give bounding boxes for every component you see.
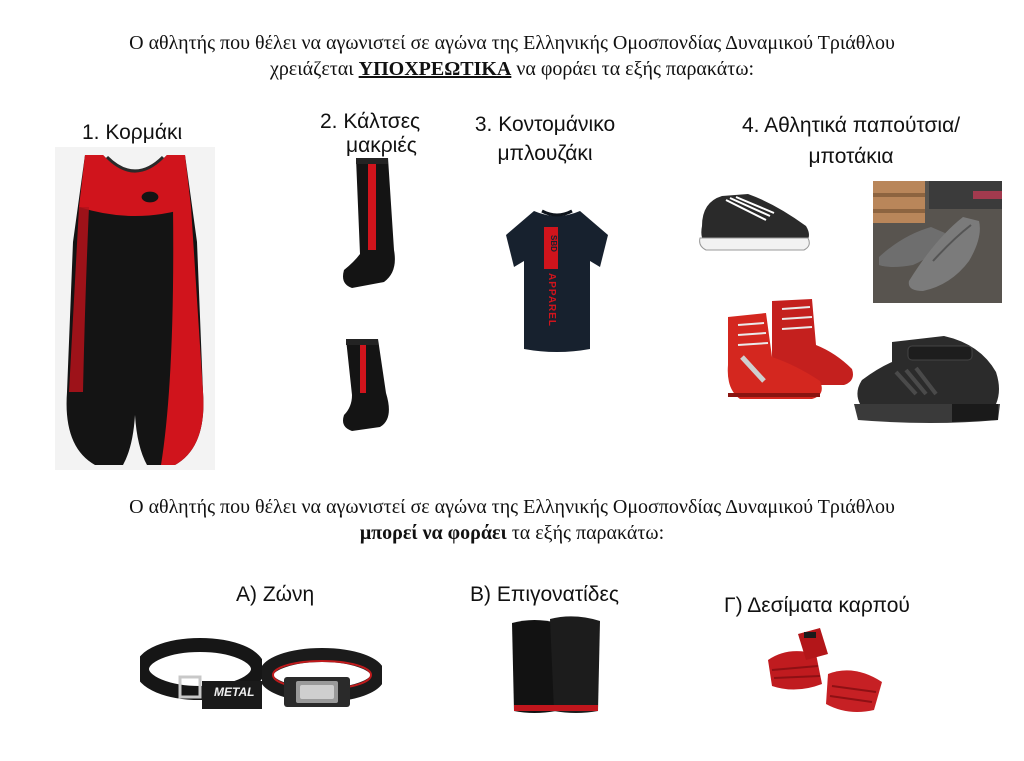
label-shirt: 3. Κοντομάνικο μπλουζάκι: [474, 113, 616, 165]
sneaker-image: [696, 186, 814, 256]
wrist-wraps-image: [758, 624, 888, 720]
label-wrist-wraps: Γ) Δεσίματα καρπού: [724, 594, 910, 617]
optional-emphasis: μπορεί να φοράει: [359, 522, 507, 544]
label-belt: Α) Ζώνη: [236, 583, 315, 606]
short-sock-image: [338, 335, 408, 435]
optional-intro: [0, 494, 1024, 546]
singlet-image: [55, 147, 215, 470]
flat-shoes-image: [873, 181, 1002, 303]
knee-sleeves-image: [506, 615, 604, 715]
label-singlet: 1. Κορμάκι: [82, 121, 183, 144]
tshirt-apparel-text: APPAREL: [546, 273, 557, 328]
mandatory-intro-line1: Ο αθλητής που θέλει να αγωνιστεί σε αγώνα της Ελληνικής Ομοσπονδίας Δυναμικού Τριάθλου: [129, 32, 895, 54]
label-knee-sleeves: Β) Επιγονατίδες: [470, 583, 619, 606]
mandatory-emphasis: ΥΠΟΧΡΕΩΤΙΚΑ: [358, 58, 512, 80]
tshirt-image: [502, 205, 612, 355]
lever-belt-image: [262, 647, 382, 711]
long-sock-image: [338, 158, 410, 294]
tshirt-logo-text: SBD: [549, 235, 558, 252]
label-shoes: 4. Αθλητικά παπούτσια/ μποτάκια: [741, 114, 961, 168]
optional-intro-line2: μπορεί να φοράει τα εξής παρακάτω:: [359, 522, 665, 544]
mandatory-intro-line2: χρειάζεται ΥΠΟΧΡΕΩΤΙΚΑ να φοράει τα εξής παρακάτω:: [269, 58, 755, 80]
wrestling-boots-image: [724, 295, 856, 405]
label-socks: 2. Κάλτσες μακριές: [320, 110, 421, 157]
metal-belt-image: [140, 637, 262, 711]
optional-intro-line1: Ο αθλητής που θέλει να αγωνιστεί σε αγώνα της Ελληνικής Ομοσπονδίας Δυναμικού Τριάθλου: [129, 496, 895, 518]
lifting-shoe-image: [852, 332, 1002, 428]
mandatory-intro: [0, 30, 1024, 82]
metal-belt-brand: METAL: [214, 685, 255, 699]
